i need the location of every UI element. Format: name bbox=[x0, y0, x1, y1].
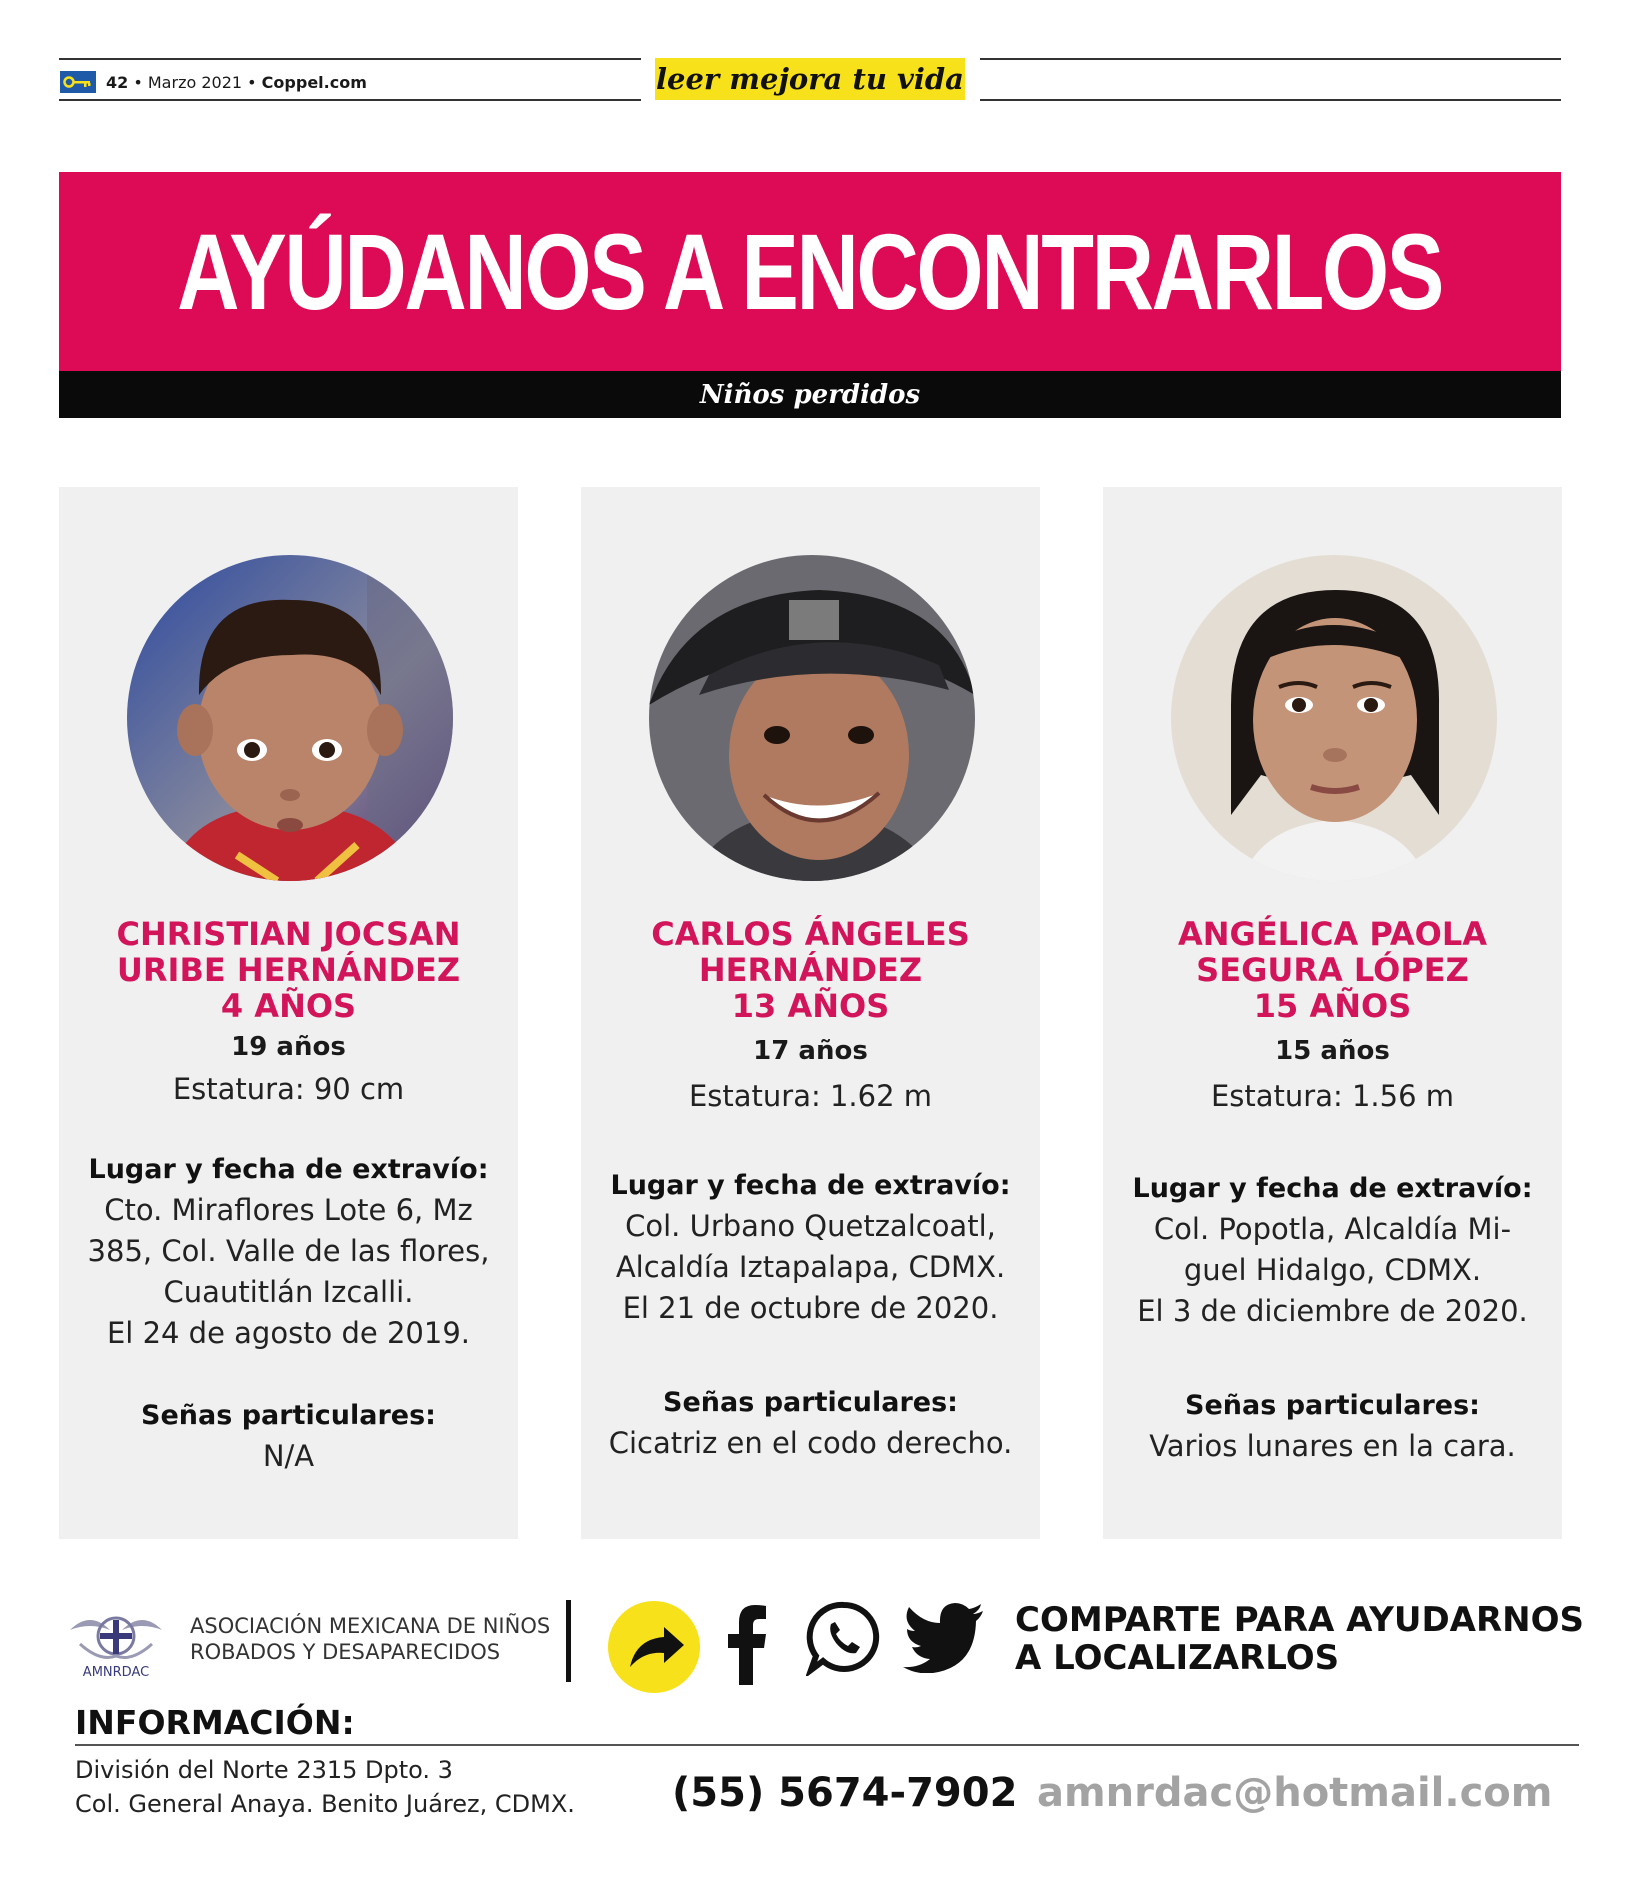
person-photo bbox=[1171, 555, 1497, 881]
marks-block bbox=[581, 1382, 1040, 1464]
page-title: AYÚDANOS A ENCONTRARLOS bbox=[177, 211, 1443, 332]
page-folio bbox=[60, 66, 367, 98]
svg-text:AMNRDAC: AMNRDAC bbox=[82, 1665, 150, 1680]
person-height: Estatura: 1.62 m bbox=[688, 1079, 933, 1113]
person-card-3 bbox=[1103, 487, 1562, 1539]
person-photo bbox=[649, 555, 975, 881]
place-date-block: Lugar y fecha de extravío: Cto. Miraflores Lote 6, Mz 385, Col. Valle de las flores, Cuautitlán Izcalli. El 24 de agosto de 2019. bbox=[59, 1149, 518, 1354]
age-at-disappearance: 4 AÑOS bbox=[220, 987, 357, 1025]
marks-block bbox=[1103, 1385, 1562, 1467]
current-age: 19 años bbox=[231, 1032, 346, 1062]
info-heading: INFORMACIÓN: bbox=[75, 1703, 355, 1742]
person-name: ANGÉLICA PAOLA SEGURA LÓPEZ 15 AÑOS bbox=[1103, 916, 1562, 1024]
header-rule-bottom-right bbox=[980, 99, 1561, 101]
marks-value: Varios lunares en la cara. bbox=[1149, 1429, 1516, 1463]
title-banner bbox=[59, 172, 1561, 371]
header-rule-top-left bbox=[59, 58, 641, 60]
marks-label: Señas particulares: bbox=[1185, 1390, 1480, 1421]
tagline: leer mejora tu vida bbox=[655, 58, 965, 100]
person-name: CHRISTIAN JOCSAN URIBE HERNÁNDEZ 4 AÑOS bbox=[59, 916, 518, 1024]
page-number: 42 bbox=[106, 72, 129, 92]
person-height: Estatura: 1.56 m bbox=[1210, 1079, 1455, 1113]
age-at-disappearance: 13 AÑOS bbox=[731, 987, 890, 1025]
share-button[interactable] bbox=[608, 1601, 700, 1693]
marks-value: Cicatriz en el codo derecho. bbox=[608, 1426, 1013, 1460]
person-photo bbox=[127, 555, 453, 881]
marks-label: Señas particulares: bbox=[141, 1400, 436, 1431]
amnrdac-logo bbox=[60, 1600, 172, 1680]
current-age: 15 años bbox=[1275, 1036, 1390, 1066]
marks-block bbox=[59, 1395, 518, 1477]
key-icon bbox=[60, 71, 96, 93]
place-date-block: Lugar y fecha de extravío: Col. Popotla, Alcaldía Mi- guel Hidalgo, CDMX. El 3 de diciembre de 2020. bbox=[1103, 1168, 1562, 1332]
current-age: 17 años bbox=[753, 1036, 868, 1066]
place-date-label: Lugar y fecha de extravío: bbox=[610, 1170, 1011, 1201]
place-date-label: Lugar y fecha de extravío: bbox=[1132, 1173, 1533, 1204]
whatsapp-icon[interactable] bbox=[806, 1600, 882, 1680]
age-at-disappearance: 15 AÑOS bbox=[1253, 987, 1412, 1025]
share-call-to-action: COMPARTE PARA AYUDARNOS A LOCALIZARLOS bbox=[1015, 1600, 1585, 1678]
person-name: CARLOS ÁNGELES HERNÁNDEZ 13 AÑOS bbox=[581, 916, 1040, 1024]
share-arrow-icon bbox=[608, 1601, 700, 1693]
issue-date: • Marzo 2021 • bbox=[128, 72, 262, 92]
marks-label: Señas particulares: bbox=[663, 1387, 958, 1418]
place-date-block: Lugar y fecha de extravío: Col. Urbano Quetzalcoatl, Alcaldía Iztapalapa, CDMX. El 21 de octubre de 2020. bbox=[581, 1165, 1040, 1329]
place-date-label: Lugar y fecha de extravío: bbox=[88, 1154, 489, 1185]
header-rule-top-right bbox=[980, 58, 1561, 60]
person-card-1 bbox=[59, 487, 518, 1539]
site-name: Coppel.com bbox=[261, 72, 367, 92]
email-address[interactable]: amnrdac@hotmail.com bbox=[1037, 1770, 1553, 1816]
person-height: Estatura: 90 cm bbox=[172, 1072, 405, 1106]
info-rule bbox=[75, 1744, 1579, 1746]
phone-number[interactable]: (55) 5674-7902 bbox=[672, 1770, 1018, 1816]
subtitle-bar: Niños perdidos bbox=[59, 371, 1561, 418]
twitter-icon[interactable] bbox=[903, 1603, 985, 1677]
association-name: ASOCIACIÓN MEXICANA DE NIÑOS ROBADOS Y DESAPARECIDOS bbox=[190, 1614, 551, 1664]
person-card-2 bbox=[581, 487, 1040, 1539]
facebook-icon[interactable] bbox=[727, 1603, 767, 1689]
address: División del Norte 2315 Dpto. 3 Col. General Anaya. Benito Juárez, CDMX. bbox=[75, 1756, 575, 1818]
footer-divider bbox=[566, 1600, 571, 1682]
header-rule-bottom-left bbox=[59, 99, 641, 101]
marks-value: N/A bbox=[262, 1439, 315, 1473]
